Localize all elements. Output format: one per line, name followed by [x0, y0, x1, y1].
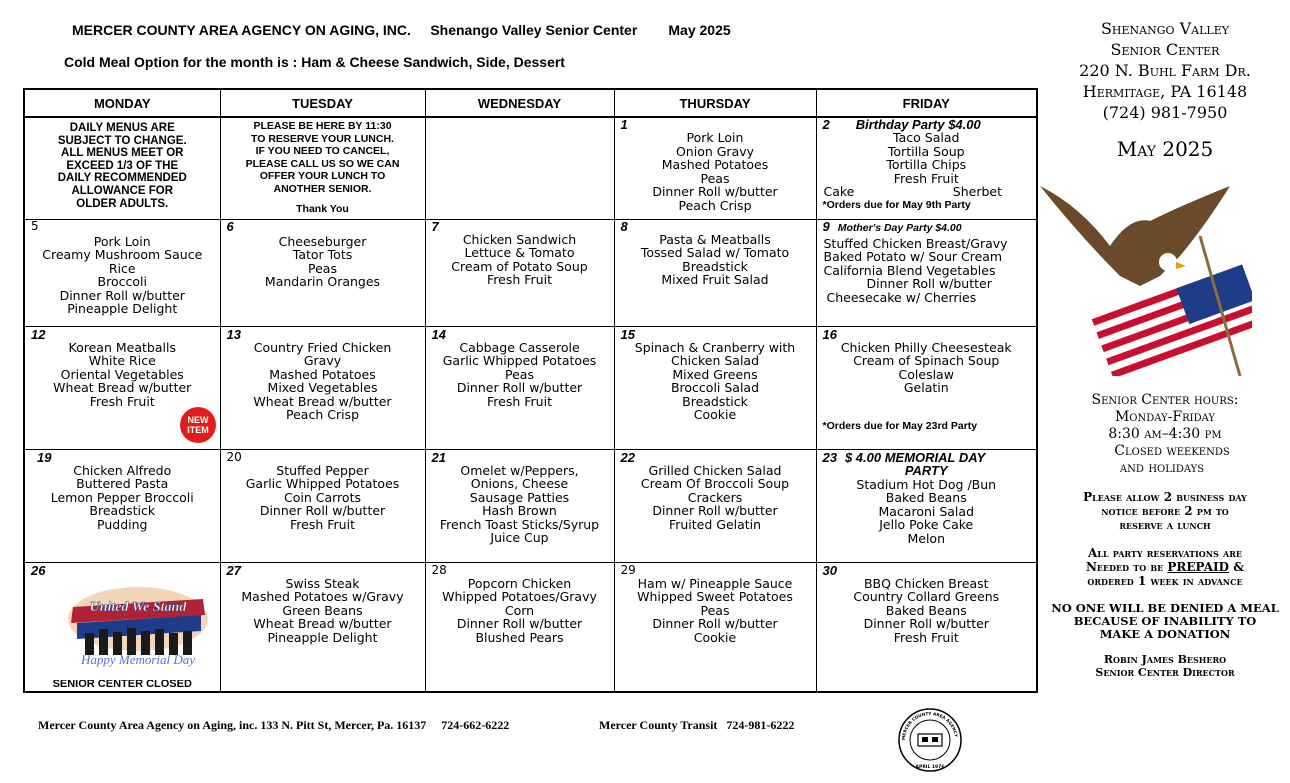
list-line: Mixed Fruit Salad [661, 272, 769, 288]
list-line: MAKE A DONATION [1099, 627, 1231, 641]
list-line: Country Collard Greens [853, 589, 1000, 605]
list-line: Garlic Whipped Potatoes [245, 476, 400, 492]
menu-items [221, 464, 425, 532]
new-item-badge: NEW ITEM [180, 407, 216, 443]
cell-mon-week1 [24, 117, 220, 219]
list-line: Chicken Philly Cheesesteak [840, 339, 1012, 355]
list-line: Rice [108, 260, 136, 276]
menu-item: Dinner Roll w/butter [866, 276, 992, 292]
footer-agency: Mercer County Area Agency on Aging, inc. 133 N. Pitt St, Mercer, Pa. 16137 724-662-6222 [38, 718, 510, 732]
list-line: Gelatin [903, 380, 949, 396]
hours-days: Monday-Friday [1114, 409, 1216, 425]
day-header-wednesday: WEDNESDAY [425, 89, 614, 117]
list-line: Popcorn Chicken [467, 575, 572, 591]
list-line: Chicken Sandwich [462, 231, 577, 247]
date-number: 12 [31, 326, 46, 342]
list-line: Country Fried Chicken [253, 339, 392, 355]
list-line: Sausage Patties [469, 489, 570, 505]
list-line: Cream Of Broccoli Soup [640, 476, 790, 492]
list-line: Melon [907, 530, 946, 546]
list-line: PLEASE CALL US SO WE CAN [245, 157, 400, 170]
header-title: MERCER COUNTY AREA AGENCY ON AGING, INC. Shenango Valley Senior Center May 2025 [72, 22, 731, 38]
cell-fri-2 [816, 117, 1037, 219]
memorial-day-graphic [63, 579, 213, 675]
date-number: 6 [226, 218, 234, 234]
date-number: 20 [226, 449, 242, 464]
cell-thu-29 [614, 562, 816, 692]
list-line: Mashed Potatoes [661, 157, 769, 173]
menu-item: Baked Potato w/ Sour Cream [823, 249, 1003, 265]
day-header-thursday: THURSDAY [614, 89, 816, 117]
date-number: 22 [620, 449, 635, 465]
list-line: Fresh Fruit [487, 272, 552, 288]
date-number: 9 [822, 218, 830, 234]
list-line: Ham w/ Pineapple Sauce [637, 575, 793, 591]
cell-wed-21 [425, 449, 614, 562]
list-line: Please allow 2 business day [1083, 490, 1247, 504]
orders-due-note: *Orders due for May 23rd Party [822, 419, 978, 432]
list-line: Green Beans [282, 602, 363, 618]
list-line: Whipped Potatoes/Gravy [442, 589, 597, 605]
agency-seal [895, 705, 965, 775]
cell-mon-12 [24, 326, 220, 449]
list-line: Grilled Chicken Salad [648, 462, 782, 478]
menu-items [25, 233, 220, 317]
cell-tue-6 [220, 219, 425, 326]
list-line: Jello Poke Cake [879, 517, 974, 533]
list-line: Taco Salad [893, 130, 960, 145]
list-line: Tossed Salad w/ Tomato [640, 245, 790, 261]
list-line: Broccoli [97, 274, 147, 290]
cell-tue-20 [220, 449, 425, 562]
cell-fri-9 [816, 219, 1037, 326]
list-line: Coleslaw [898, 366, 954, 382]
cell-wed-7 [425, 219, 614, 326]
list-line: Gravy [303, 353, 342, 369]
list-line: Corn [504, 602, 535, 618]
cell-thu-8 [614, 219, 816, 326]
list-line: PLEASE BE HERE BY 11:30 [253, 120, 392, 132]
cell-fri-16 [816, 326, 1037, 449]
center-name: Shenango Valley [1100, 19, 1230, 38]
sidebar-month: May 2025 [1116, 137, 1214, 161]
reservation-notice [1040, 490, 1290, 532]
list-line: ALL MENUS MEET OR [61, 147, 184, 160]
date-number: 5 [31, 218, 39, 233]
date-number: 26 [31, 562, 46, 578]
list-line: Tator Tots [292, 247, 353, 263]
center-closed-note: SENIOR CENTER CLOSED [52, 680, 192, 688]
list-line: OFFER YOUR LUNCH TO [259, 170, 386, 183]
menu-item-sherbet: Sherbet [952, 184, 1002, 200]
list-line: White Rice [88, 353, 156, 369]
list-line: Fresh Fruit [893, 629, 959, 645]
list-line: Stuffed Pepper [276, 462, 369, 478]
list-line: Swiss Steak [285, 575, 360, 591]
list-line: Juice Cup [490, 530, 549, 546]
list-line: ANOTHER SENIOR. [273, 182, 372, 195]
list-line: Korean Meatballs [68, 339, 176, 355]
menu-items [817, 131, 1037, 185]
list-line: Mashed Potatoes w/Gravy [241, 589, 404, 605]
list-line: Dinner Roll w/butter [652, 616, 778, 632]
list-line: Peach Crisp [286, 407, 359, 423]
list-line: Breadstick [682, 258, 748, 274]
eagle-flag-graphic [1040, 176, 1252, 376]
list-line: Lettuce & Tomato [464, 245, 575, 261]
happy-memorial-day: Happy Memorial Day [80, 651, 196, 667]
date-number: 16 [822, 326, 837, 342]
banner-text: United We Stand [89, 599, 187, 615]
list-line: OLDER ADULTS. [76, 197, 169, 210]
party-notice-line: ordered 1 week in advance [1087, 574, 1243, 588]
center-info [1040, 18, 1290, 160]
date-number: 23 [822, 449, 837, 465]
list-line: reserve a lunch [1119, 518, 1211, 532]
list-line: Wheat Bread w/butter [253, 393, 392, 409]
list-line: Tortilla Soup [887, 143, 965, 159]
party-notice-line [1040, 560, 1290, 574]
list-line: Pork Loin [686, 130, 744, 145]
memorial-party-label: $ 4.00 MEMORIAL DAY [844, 449, 986, 465]
cell-mon-5 [24, 219, 220, 326]
memorial-party-label-2: PARTY [904, 462, 948, 478]
list-line: Lemon Pepper Broccoli [50, 489, 194, 505]
list-line: Tortilla Chips [886, 157, 967, 173]
director-title: Senior Center Director [1095, 666, 1235, 679]
list-line: Hash Brown [482, 503, 557, 519]
menu-items [426, 464, 614, 546]
list-line: Peas [505, 366, 534, 382]
center-address: 220 N. Buhl Farm Dr. [1079, 61, 1251, 80]
date-number: 8 [620, 218, 628, 234]
hours-closed: Closed weekends [1114, 443, 1230, 459]
list-line: Fresh Fruit [89, 393, 155, 409]
list-line: Pineapple Delight [67, 301, 178, 317]
list-line: Broccoli Salad [670, 380, 760, 396]
date-number: 14 [431, 326, 446, 342]
date-number: 13 [226, 326, 241, 342]
cell-wed-28 [425, 562, 614, 692]
center-phone: (724) 981-7950 [1102, 103, 1228, 122]
list-line: Breadstick [682, 393, 748, 409]
list-line: Cheeseburger [278, 233, 367, 249]
center-name-2: Senior Center [1110, 40, 1220, 59]
list-line: Fresh Fruit [893, 170, 959, 186]
party-notice-line: All party reservations are [1088, 546, 1242, 560]
menu-items [615, 131, 816, 213]
menu-items [615, 233, 816, 287]
list-line: Cream of Spinach Soup [853, 353, 1000, 369]
list-line: EXCEED 1/3 OF THE [66, 159, 179, 172]
director [1040, 653, 1290, 679]
list-line: Cookie [693, 407, 737, 423]
menu-disclaimer [25, 118, 220, 210]
prepaid-word: PREPAID [1167, 560, 1230, 574]
list-line: Pudding [97, 516, 148, 532]
date-number: 7 [431, 218, 439, 234]
list-line: Dinner Roll w/butter [456, 616, 583, 632]
menu-items [221, 233, 425, 289]
menu-items [615, 577, 816, 645]
cell-thu-22 [614, 449, 816, 562]
menu-items [817, 478, 1037, 546]
list-line: Wheat Bread w/butter [53, 380, 192, 396]
menu-items [221, 341, 425, 423]
list-line: Dinner Roll w/butter [59, 287, 185, 303]
menu-items [25, 464, 220, 532]
list-line: Chicken Alfredo [73, 462, 172, 478]
footer-transit: Mercer County Transit 724-981-6222 [599, 718, 795, 732]
party-notice-pre: Needed to be [1085, 560, 1168, 574]
list-line: Peas [700, 602, 730, 618]
party-notice [1040, 546, 1290, 588]
list-line: Dinner Roll w/butter [652, 503, 778, 519]
list-line: Dinner Roll w/butter [652, 184, 778, 200]
list-line: TO RESERVE YOUR LUNCH. [251, 132, 394, 145]
list-line: French Toast Sticks/Syrup [439, 516, 600, 532]
eagle-flag-icon [1040, 176, 1252, 376]
seal-text: MERCER COUNTY AREA AGENCY [900, 711, 959, 741]
list-line: Crackers [687, 489, 743, 505]
list-line: Chicken Salad [670, 353, 760, 369]
day-header-monday: MONDAY [24, 89, 220, 117]
list-line: BBQ Chicken Breast [863, 575, 989, 591]
center-city: Hermitage, PA 16148 [1082, 82, 1248, 101]
list-line: Wheat Bread w/butter [253, 616, 392, 632]
list-line: Peas [700, 170, 730, 186]
list-line: Garlic Whipped Potatoes [442, 353, 597, 369]
list-line: Fresh Fruit [290, 516, 355, 532]
day-header-tuesday: TUESDAY [220, 89, 425, 117]
list-line: Cabbage Casserole [459, 339, 580, 355]
list-line: Whipped Sweet Potatoes [637, 589, 793, 605]
party-notice-post: & [1229, 560, 1245, 574]
list-line: Fresh Fruit [487, 393, 552, 409]
list-line: Dinner Roll w/butter [259, 503, 386, 519]
menu-items [615, 464, 816, 532]
list-line: Oriental Vegetables [60, 366, 184, 382]
date-number: 2 [822, 117, 830, 132]
cell-mon-19 [24, 449, 220, 562]
menu-items [426, 341, 614, 409]
cell-thu-15 [614, 326, 816, 449]
cell-thu-1 [614, 117, 816, 219]
list-line: Mixed Vegetables [267, 380, 378, 396]
list-line: Dinner Roll w/butter [456, 380, 583, 396]
list-line: Omelet w/Peppers, [460, 462, 579, 478]
list-line: Peach Crisp [678, 197, 752, 213]
thank-you: Thank You [296, 202, 349, 215]
list-line: Stadium Hot Dog /Bun [856, 476, 997, 492]
list-line: Pasta & Meatballs [659, 231, 771, 247]
cell-tue-13 [220, 326, 425, 449]
list-line: Onion Gravy [675, 143, 755, 159]
day-header-friday: FRIDAY [816, 89, 1037, 117]
seal-date: APRIL 1976 [915, 765, 945, 770]
menu-items [25, 341, 220, 409]
hours-closed-2: and holidays [1119, 460, 1205, 476]
list-line: Breadstick [89, 503, 156, 519]
menu-items [615, 341, 816, 423]
seal-icon [895, 705, 965, 775]
cell-tue-27 [220, 562, 425, 692]
list-line: DAILY RECOMMENDED [57, 172, 187, 185]
date-number: 1 [620, 117, 628, 132]
date-number: 30 [822, 562, 837, 578]
list-line: notice before 2 pm to [1101, 504, 1229, 518]
list-line: Onions, Cheese [470, 476, 569, 492]
date-number: 28 [431, 562, 447, 577]
cold-meal-note: Cold Meal Option for the month is : Ham & Cheese Sandwich, Side, Dessert [64, 54, 565, 70]
list-line: Creamy Mushroom Sauce [42, 247, 203, 263]
date-number: 27 [226, 562, 241, 578]
list-line: Cookie [693, 629, 737, 645]
director-name: Robin James Beshero [1103, 653, 1227, 666]
menu-items [426, 577, 614, 645]
date-number: 15 [620, 326, 635, 342]
cell-tue-week1 [220, 117, 425, 219]
cell-wed-week1 [425, 117, 614, 219]
cell-fri-30 [816, 562, 1037, 692]
reservation-note [221, 118, 425, 196]
list-line: Baked Beans [885, 490, 967, 506]
list-line: Spinach & Cranberry with [634, 339, 796, 355]
menu-items [221, 577, 425, 645]
list-line: Dinner Roll w/butter [863, 616, 989, 632]
menu-item: Stuffed Chicken Breast/Gravy [823, 235, 1008, 251]
cell-fri-23 [816, 449, 1037, 562]
list-line: Fruited Gelatin [668, 516, 762, 532]
list-line: Mixed Greens [672, 366, 758, 382]
date-number: 19 [37, 449, 52, 465]
list-line: BECAUSE OF INABILITY TO [1073, 614, 1257, 628]
cell-mon-26 [24, 562, 220, 692]
list-line: Pork Loin [93, 233, 151, 249]
list-line: IF YOU NEED TO CANCEL, [255, 145, 390, 158]
list-line: Pineapple Delight [267, 629, 378, 645]
hours-title: Senior Center hours: [1091, 392, 1239, 408]
list-line: Baked Beans [885, 602, 967, 618]
list-line: Mashed Potatoes [269, 366, 376, 382]
list-line: Peas [308, 260, 337, 276]
list-line: DAILY MENUS ARE [69, 122, 175, 134]
mothers-day-party-label: Mother's Day Party $4.00 [837, 221, 962, 234]
list-line: Buttered Pasta [76, 476, 169, 492]
hours-time: 8:30 am–4:30 pm [1108, 426, 1222, 442]
list-line: Macaroni Salad [878, 503, 975, 519]
orders-due-note: *Orders due for May 9th Party [822, 198, 971, 211]
date-number: 21 [431, 449, 446, 465]
menu-item: California Blend Vegetables [823, 262, 996, 278]
list-line: SUBJECT TO CHANGE. [57, 134, 187, 147]
center-hours [1040, 392, 1290, 477]
menu-items [817, 577, 1037, 645]
cell-wed-14 [425, 326, 614, 449]
donation-notice [1040, 602, 1290, 641]
date-number: 29 [620, 562, 636, 577]
list-line: Blushed Pears [475, 629, 564, 645]
menu-items [426, 233, 614, 287]
menu-item: Cheesecake w/ Cherries [826, 289, 977, 305]
list-line: Coin Carrots [284, 489, 361, 505]
list-line: Mandarin Oranges [264, 274, 381, 290]
list-line: Cream of Potato Soup [451, 258, 588, 274]
birthday-party-label: Birthday Party $4.00 [855, 117, 981, 132]
menu-item-cake: Cake [823, 184, 855, 200]
menu-calendar [23, 88, 1038, 693]
menu-items [817, 341, 1037, 395]
list-line: ALLOWANCE FOR [71, 184, 174, 197]
list-line: NO ONE WILL BE DENIED A MEAL [1051, 601, 1279, 615]
